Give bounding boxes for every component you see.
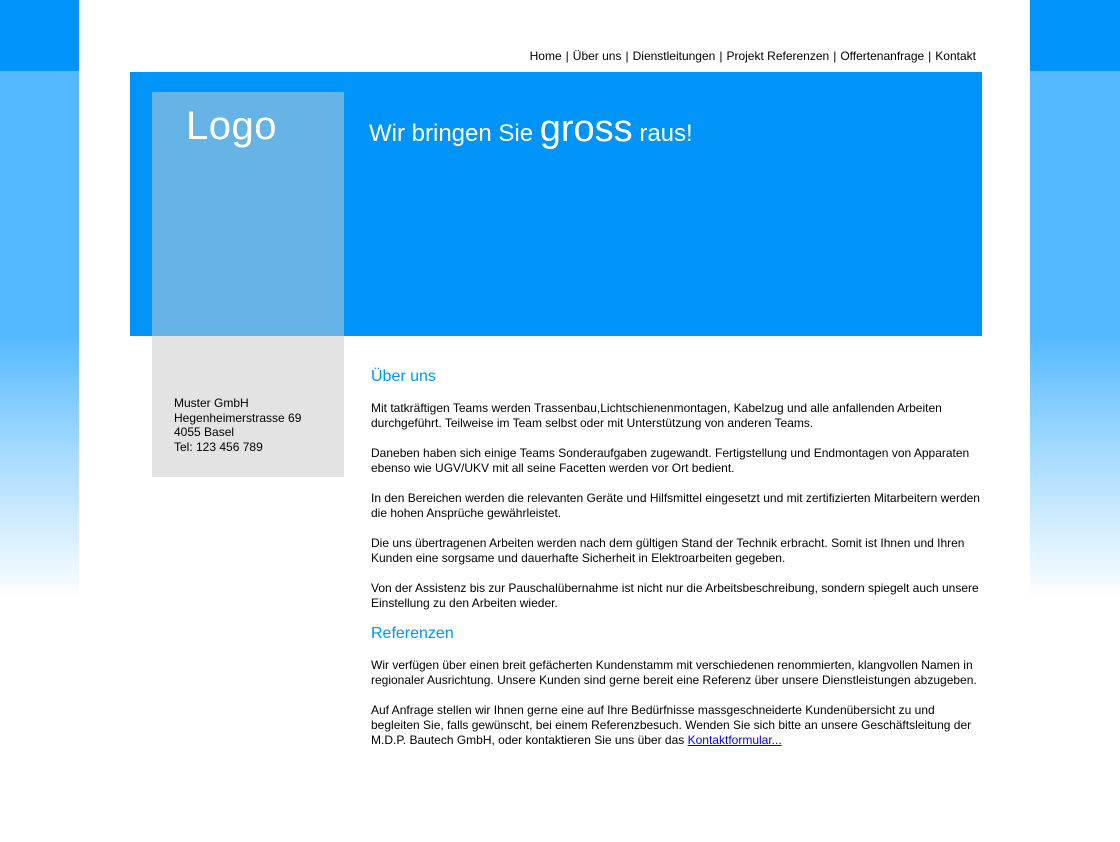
sidebar-contact-box [152, 336, 344, 477]
about-paragraph-2: Daneben haben sich einige Teams Sonderaufgaben zugewandt. Fertigstellung und Endmontagen von Apparaten ebenso wie UGV/UKV mit all seine Facetten werden vor Ort bedient. [371, 446, 970, 475]
tagline [369, 108, 693, 151]
contact-form-link[interactable]: Kontaktformular... [687, 733, 782, 747]
nav-ueber-uns[interactable]: Über uns [572, 49, 622, 63]
company-city: 4055 Basel [174, 425, 235, 439]
company-name: Muster GmbH [174, 396, 249, 410]
references-paragraph-2-text: Auf Anfrage stellen wir Ihnen gerne eine auf Ihre Bedürfnisse massgeschneiderte Kundenübersicht zu und begleiten Sie, falls gewünscht, bei einem Referenzbesuch. Wenden Sie sich bitte an unsere Geschäftsleitung der M.D.P. Bautech GmbH, oder kontaktieren Sie uns über das [371, 703, 972, 747]
section-title-referenzen: Referenzen [371, 625, 454, 642]
company-street: Hegenheimerstrasse 69 [174, 410, 302, 425]
page-container [79, 0, 1030, 842]
references-paragraph-1: Wir verfügen über einen breit gefächerten Kundenstamm mit verschiedenen renommierten, klangvollen Namen in regionaler Ausrichtung. Unsere Kunden sind gerne bereit eine Referenz über unsere Dienstleistungen abzugeben. [371, 658, 977, 687]
nav-projekt-referenzen[interactable]: Projekt Referenzen [726, 49, 830, 63]
nav-dienstleitungen[interactable]: Dienstleitungen [632, 49, 716, 63]
company-address [174, 396, 301, 454]
about-paragraph-3: In den Bereichen werden die relevanten Geräte und Hilfsmittel eingesetzt und mit zertifizierten Mitarbeitern werden die hohen Ansprüche gewährleistet. [371, 491, 980, 520]
nav-separator: | [565, 49, 569, 63]
tagline-start: Wir bringen Sie [369, 120, 534, 147]
tagline-end: raus! [639, 120, 693, 147]
section-title-ueber-uns: Über uns [371, 368, 436, 385]
nav-home[interactable]: Home [529, 49, 562, 63]
top-navigation [530, 49, 976, 63]
main-content [371, 369, 983, 763]
about-paragraph-4: Die uns übertragenen Arbeiten werden nach dem gültigen Stand der Technik erbracht. Somit ist Ihnen und Ihren Kunden eine sorgsame und dauerhafte Sicherheit in Elektroarbeiten gegeben. [371, 536, 965, 565]
references-paragraph-2 [371, 703, 983, 748]
about-paragraph-5: Von der Assistenz bis zur Pauschalübernahme ist nicht nur die Arbeitsbeschreibung, sondern spiegelt auch unsere Einstellung zu den Arbeiten wieder. [371, 581, 979, 610]
nav-separator: | [833, 49, 837, 63]
header-banner [130, 72, 982, 336]
about-paragraph-1: Mit tatkräftigen Teams werden Trassenbau,Lichtschienenmontagen, Kabelzug und alle anfallenden Arbeiten durchgeführt. Teilweise im Team selbst oder mit Unterstützung von anderen Teams. [371, 401, 942, 430]
nav-separator: | [719, 49, 723, 63]
logo[interactable]: Logo [186, 104, 277, 148]
nav-separator: | [625, 49, 629, 63]
logo-box [152, 92, 344, 336]
company-phone: Tel: 123 456 789 [174, 439, 263, 454]
nav-kontakt[interactable]: Kontakt [935, 49, 976, 63]
tagline-emphasis: gross [539, 108, 633, 150]
nav-separator: | [928, 49, 932, 63]
nav-offertenanfrage[interactable]: Offertenanfrage [840, 49, 925, 63]
